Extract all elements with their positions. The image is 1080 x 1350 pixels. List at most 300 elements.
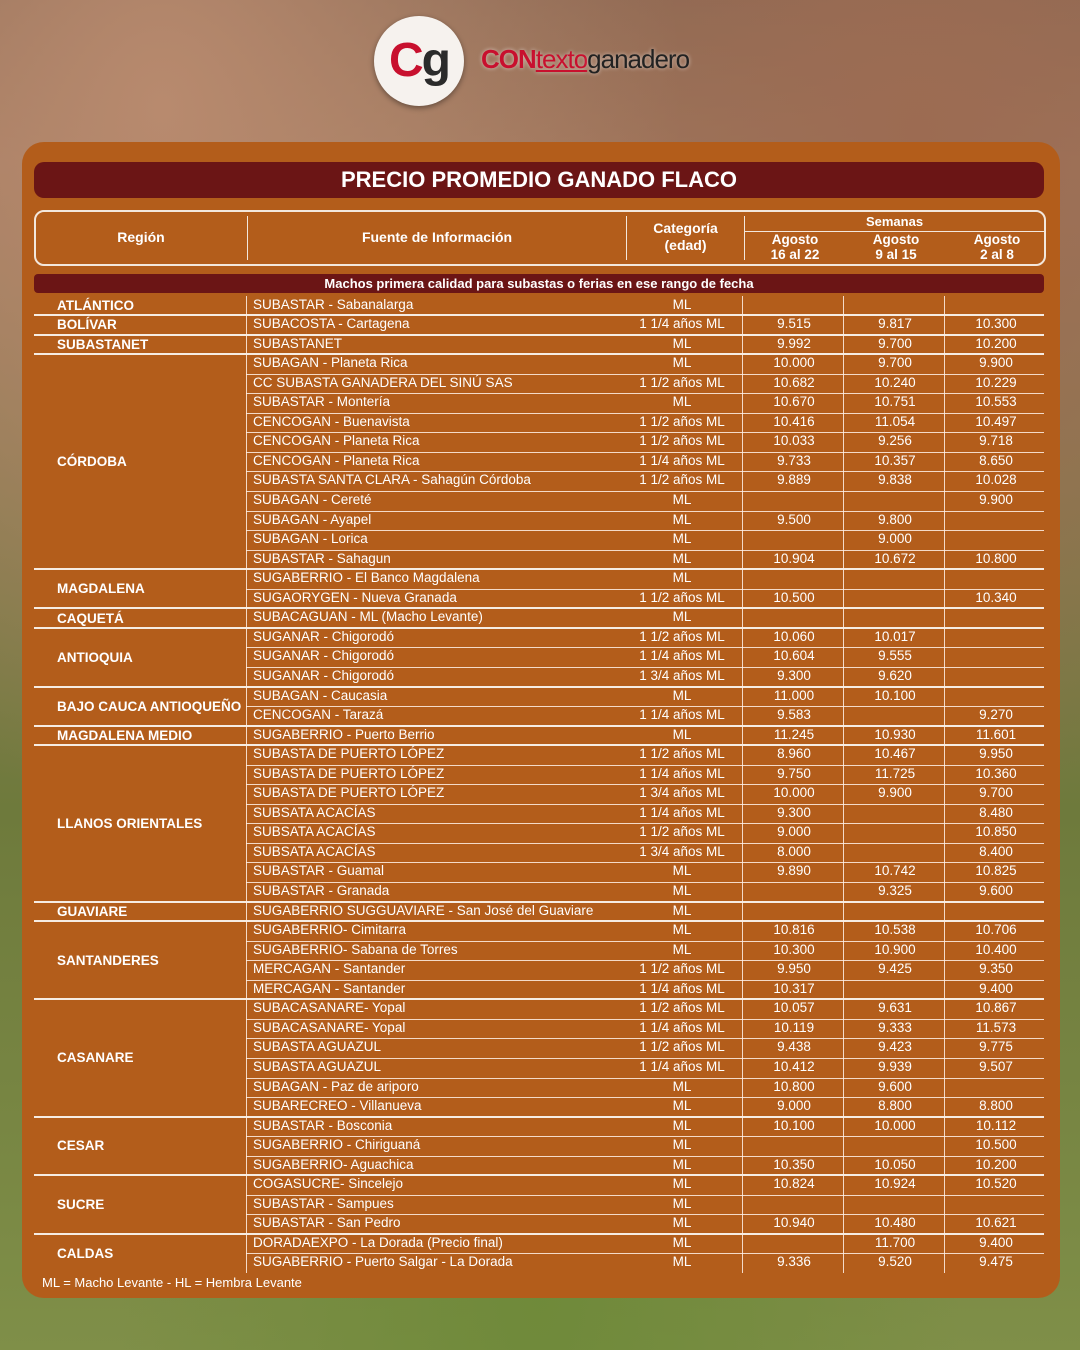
- week-1-cell: 8.960: [777, 746, 811, 762]
- table-row: [22, 452, 1060, 472]
- category-cell: ML: [672, 687, 692, 703]
- week-1-cell: 10.000: [773, 355, 815, 371]
- column-divider: [246, 296, 247, 1274]
- source-cell: SUBASTAR - Sahagun: [253, 550, 391, 566]
- week-2-cell: 8.800: [878, 1098, 912, 1114]
- week-2-cell: 10.357: [874, 452, 916, 468]
- table-row: [22, 999, 1060, 1019]
- week-3-cell: 10.706: [975, 922, 1017, 938]
- category-cell: 1 1/2 años ML: [639, 413, 725, 429]
- source-cell: SUBAGAN - Caucasia: [253, 687, 388, 703]
- table-row: [22, 1253, 1060, 1273]
- category-cell: 1 1/4 años ML: [639, 648, 725, 664]
- week-1-cell: 11.245: [773, 726, 815, 742]
- region-label: CASANARE: [57, 1050, 134, 1066]
- row-divider: [246, 941, 1044, 942]
- week-2-cell: 10.100: [874, 687, 916, 703]
- week-1-cell: 9.500: [777, 511, 811, 527]
- week-1-cell: 9.000: [777, 824, 811, 840]
- category-cell: ML: [672, 1234, 692, 1250]
- week-2-cell: 9.631: [878, 1000, 912, 1016]
- header-categoria-line1: Categoría: [653, 220, 718, 236]
- week-1-cell: 11.000: [773, 687, 815, 703]
- week-2-cell: 10.050: [874, 1156, 916, 1172]
- week-3-cell: 10.360: [975, 765, 1017, 781]
- week-1-cell: 8.000: [777, 843, 811, 859]
- table-row: [22, 1136, 1060, 1156]
- week-3-cell: 11.601: [975, 726, 1017, 742]
- table-row: [22, 1175, 1060, 1195]
- source-cell: CC SUBASTA GANADERA DEL SINÚ SAS: [253, 374, 513, 390]
- category-cell: ML: [672, 1156, 692, 1172]
- row-divider: [246, 413, 1044, 414]
- source-cell: SUBSATA ACACÍAS: [253, 804, 376, 820]
- week-1-cell: 10.670: [773, 394, 815, 410]
- row-divider: [246, 452, 1044, 453]
- table-row: [22, 1117, 1060, 1137]
- source-cell: SUBSATA ACACÍAS: [253, 824, 376, 840]
- week-3-cell: 8.800: [979, 1098, 1013, 1114]
- source-cell: SUBASTA AGUAZUL: [253, 1039, 382, 1055]
- week-1-cell: 9.515: [777, 316, 811, 332]
- region-label: CÓRDOBA: [57, 454, 127, 470]
- category-cell: 1 1/4 años ML: [639, 765, 725, 781]
- brand-logo-icon: Cg: [374, 16, 464, 106]
- region-label: CALDAS: [57, 1245, 114, 1261]
- row-divider: [246, 784, 1044, 785]
- region-label: CESAR: [57, 1138, 105, 1154]
- week-2-cell: 9.256: [878, 433, 912, 449]
- table-row: [22, 354, 1060, 374]
- table-row: [22, 530, 1060, 550]
- category-cell: 1 1/2 años ML: [639, 472, 725, 488]
- subheader-bar: Machos primera calidad para subastas o ferias en ese rango de fecha: [34, 274, 1044, 293]
- source-cell: SUBAGAN - Ayapel: [253, 511, 372, 527]
- week-2-cell: 9.838: [878, 472, 912, 488]
- week-1-cell: 9.300: [777, 667, 811, 683]
- region-label: CAQUETÁ: [57, 610, 124, 626]
- table-row: [22, 980, 1060, 1000]
- category-cell: ML: [672, 941, 692, 957]
- week-2-cell: 9.900: [878, 785, 912, 801]
- week-3-cell: 9.700: [979, 785, 1013, 801]
- source-cell: CENCOGAN - Planeta Rica: [253, 452, 420, 468]
- table-row: [22, 471, 1060, 491]
- source-cell: SUBSATA ACACÍAS: [253, 843, 376, 859]
- source-cell: SUGABERRIO- Cimitarra: [253, 922, 407, 938]
- row-divider: [246, 1136, 1044, 1137]
- week-1-cell: 10.057: [773, 1000, 815, 1016]
- week-2-cell: 9.000: [878, 531, 912, 547]
- week-3-cell: 9.600: [979, 883, 1013, 898]
- source-cell: SUBASTA SANTA CLARA - Sahagún Córdoba: [253, 472, 531, 488]
- category-cell: ML: [672, 1215, 692, 1231]
- week-2-cell: 9.600: [878, 1078, 912, 1094]
- table-row: [22, 1234, 1060, 1254]
- category-cell: 1 3/4 años ML: [639, 843, 725, 859]
- source-cell: SUBACASANARE- Yopal: [253, 1019, 406, 1035]
- source-cell: SUGANAR - Chigorodó: [253, 648, 395, 664]
- category-cell: 1 3/4 años ML: [639, 785, 725, 801]
- week-2-cell: 11.725: [874, 765, 916, 781]
- week-2-cell: 9.700: [878, 335, 912, 351]
- week-2-cell: 11.700: [874, 1234, 916, 1250]
- source-cell: SUGANAR - Chigorodó: [253, 667, 395, 683]
- week-3-cell: 9.775: [979, 1039, 1013, 1055]
- source-cell: SUGABERRIO - Chiriguaná: [253, 1137, 421, 1153]
- category-cell: ML: [672, 902, 692, 918]
- category-cell: ML: [672, 394, 692, 410]
- row-divider: [246, 1253, 1044, 1254]
- category-cell: 1 1/2 años ML: [639, 1039, 725, 1055]
- category-cell: ML: [672, 1137, 692, 1153]
- week-3-cell: 9.400: [979, 980, 1013, 996]
- week-1-cell: 10.500: [773, 589, 815, 605]
- row-divider: [246, 706, 1044, 707]
- table-row: [22, 1097, 1060, 1117]
- week-2-cell: 10.900: [874, 941, 916, 957]
- header-region: Región: [117, 229, 165, 245]
- source-cell: SUGABERRIO SUGGUAVIARE - San José del Guaviare: [253, 902, 594, 918]
- header-categoria-line2: (edad): [664, 237, 707, 253]
- week-3-cell: 10.400: [975, 941, 1017, 957]
- row-divider: [246, 1214, 1044, 1215]
- source-cell: DORADAEXPO - La Dorada (Precio final): [253, 1234, 503, 1250]
- source-cell: SUGAORYGEN - Nueva Granada: [253, 589, 457, 605]
- category-cell: ML: [672, 550, 692, 566]
- region-label: ANTIOQUIA: [57, 649, 133, 665]
- week-1-cell: 10.119: [773, 1019, 815, 1035]
- page-title: PRECIO PROMEDIO GANADO FLACO: [34, 162, 1044, 198]
- source-cell: SUGABERRIO - El Banco Magdalena: [253, 570, 480, 586]
- source-cell: MERCAGAN - Santander: [253, 980, 406, 996]
- week-2-cell: 10.000: [874, 1117, 916, 1133]
- table-row: [22, 589, 1060, 609]
- row-divider: [246, 804, 1044, 805]
- footer-note: ML = Macho Levante - HL = Hembra Levante: [42, 1275, 302, 1290]
- region-label: BOLÍVAR: [57, 317, 117, 333]
- source-cell: SUGANAR - Chigorodó: [253, 628, 395, 644]
- table-row: [22, 941, 1060, 961]
- category-cell: 1 1/4 años ML: [639, 804, 725, 820]
- table-row: [22, 1038, 1060, 1058]
- week-1-cell: 9.950: [777, 961, 811, 977]
- week-3-cell: 10.200: [975, 335, 1017, 351]
- week-1-cell: 9.336: [777, 1254, 811, 1270]
- source-cell: SUBASTAR - Bosconia: [253, 1117, 393, 1133]
- week-3-cell: 10.825: [975, 863, 1017, 879]
- week-2-cell: 10.742: [874, 863, 916, 879]
- table-row: [22, 1156, 1060, 1176]
- week-3-cell: 10.850: [975, 824, 1017, 840]
- region-label: LLANOS ORIENTALES: [57, 815, 203, 831]
- week-3-cell: 10.028: [975, 472, 1017, 488]
- table-row: [22, 432, 1060, 452]
- region-label: MAGDALENA MEDIO: [57, 727, 193, 743]
- week-3-cell: 9.950: [979, 746, 1013, 762]
- source-cell: SUBASTAR - Granada: [253, 883, 390, 898]
- category-cell: ML: [672, 922, 692, 938]
- week-1-cell: 10.416: [773, 413, 815, 429]
- week-1-cell: 10.412: [773, 1058, 815, 1074]
- row-divider: [246, 1078, 1044, 1079]
- price-table: [22, 142, 1060, 1298]
- week-2-cell: 9.620: [878, 667, 912, 683]
- table-row: [22, 921, 1060, 941]
- table-row: [22, 296, 1060, 316]
- source-cell: SUGABERRIO- Sabana de Torres: [253, 941, 458, 957]
- category-cell: ML: [672, 863, 692, 879]
- header-week-3: Agosto 2 al 8: [973, 232, 1021, 262]
- table-row: [22, 1195, 1060, 1215]
- week-2-cell: 10.467: [874, 746, 916, 762]
- category-cell: 1 1/2 años ML: [639, 961, 725, 977]
- category-cell: ML: [672, 355, 692, 371]
- header: [0, 0, 1080, 140]
- row-divider: [246, 843, 1044, 844]
- week-3-cell: 10.867: [975, 1000, 1017, 1016]
- week-1-cell: 10.060: [773, 628, 815, 644]
- week-1-cell: 10.800: [773, 1078, 815, 1094]
- week-1-cell: 10.317: [773, 980, 815, 996]
- row-divider: [246, 765, 1044, 766]
- region-label: SUCRE: [57, 1197, 105, 1213]
- table-row: [22, 1078, 1060, 1098]
- week-1-cell: 10.940: [773, 1215, 815, 1231]
- header-semanas: Semanas: [865, 214, 924, 229]
- source-cell: SUBACASANARE- Yopal: [253, 1000, 406, 1016]
- week-1-cell: 9.438: [777, 1039, 811, 1055]
- source-cell: SUBAGAN - Lorica: [253, 531, 368, 547]
- week-3-cell: 10.800: [975, 550, 1017, 566]
- week-1-cell: 10.000: [773, 785, 815, 801]
- week-1-cell: 9.890: [777, 863, 811, 879]
- week-2-cell: 10.751: [874, 394, 916, 410]
- category-cell: 1 1/2 años ML: [639, 589, 725, 605]
- week-1-cell: 10.824: [773, 1176, 815, 1192]
- week-2-cell: 10.017: [874, 628, 916, 644]
- row-divider: [246, 1097, 1044, 1098]
- week-1-cell: 9.000: [777, 1098, 811, 1114]
- category-cell: ML: [672, 531, 692, 547]
- week-3-cell: 10.500: [975, 1137, 1017, 1153]
- category-cell: 1 1/4 años ML: [639, 452, 725, 468]
- category-cell: ML: [672, 1098, 692, 1114]
- source-cell: SUBASTA DE PUERTO LÓPEZ: [253, 765, 445, 781]
- source-cell: CENCOGAN - Buenavista: [253, 413, 410, 429]
- week-2-cell: 9.520: [878, 1254, 912, 1270]
- week-1-cell: 10.904: [773, 550, 815, 566]
- week-1-cell: 9.992: [777, 335, 811, 351]
- week-3-cell: 10.229: [975, 374, 1017, 390]
- category-cell: 1 1/4 años ML: [639, 707, 725, 723]
- region-label: GUAVIARE: [57, 903, 128, 919]
- week-1-cell: 9.889: [777, 472, 811, 488]
- table-row: [22, 608, 1060, 628]
- row-divider: [246, 960, 1044, 961]
- week-3-cell: 10.497: [975, 413, 1017, 429]
- week-3-cell: 9.350: [979, 961, 1013, 977]
- week-3-cell: 9.900: [979, 355, 1013, 371]
- week-1-cell: 10.816: [773, 922, 815, 938]
- week-2-cell: 10.480: [874, 1215, 916, 1231]
- week-3-cell: 10.112: [975, 1117, 1017, 1133]
- header-week-1: Agosto 16 al 22: [770, 232, 820, 262]
- table-row: [22, 667, 1060, 687]
- table-row: [22, 511, 1060, 531]
- week-1-cell: 10.300: [773, 941, 815, 957]
- region-label: MAGDALENA: [57, 581, 145, 597]
- source-cell: SUGABERRIO - Puerto Berrio: [253, 726, 435, 742]
- table-row: [22, 902, 1060, 922]
- row-divider: [246, 667, 1044, 668]
- column-divider: [843, 296, 844, 1274]
- week-2-cell: 9.800: [878, 511, 912, 527]
- table-row: [22, 960, 1060, 980]
- category-cell: 1 1/2 años ML: [639, 824, 725, 840]
- row-divider: [246, 1195, 1044, 1196]
- week-3-cell: 10.520: [975, 1176, 1017, 1192]
- table-row: [22, 413, 1060, 433]
- source-cell: SUBASTANET: [253, 335, 343, 351]
- week-3-cell: 10.300: [975, 316, 1017, 332]
- category-cell: 1 1/4 años ML: [639, 980, 725, 996]
- category-cell: 1 1/2 años ML: [639, 433, 725, 449]
- week-2-cell: 9.333: [878, 1019, 912, 1035]
- row-divider: [246, 550, 1044, 551]
- source-cell: COGASUCRE- Sincelejo: [253, 1176, 404, 1192]
- table-row: [22, 1019, 1060, 1039]
- column-divider: [742, 296, 743, 1274]
- week-2-cell: 10.240: [874, 374, 916, 390]
- category-cell: ML: [672, 1078, 692, 1094]
- row-divider: [246, 471, 1044, 472]
- source-cell: SUBARECREO - Villanueva: [253, 1098, 422, 1114]
- table-row: [22, 550, 1060, 570]
- week-2-cell: 9.423: [878, 1039, 912, 1055]
- week-3-cell: 9.900: [979, 492, 1013, 507]
- week-2-cell: 11.054: [874, 413, 916, 429]
- source-cell: SUBASTAR - Guamal: [253, 863, 385, 879]
- week-2-cell: 9.939: [878, 1058, 912, 1074]
- category-cell: ML: [672, 609, 692, 625]
- week-2-cell: 9.817: [878, 316, 912, 332]
- brand-name: CONtextoganadero: [481, 44, 690, 74]
- region-label: SUBASTANET: [57, 336, 149, 352]
- category-cell: ML: [672, 883, 692, 898]
- table-row: [22, 1058, 1060, 1078]
- week-3-cell: 9.475: [979, 1254, 1013, 1270]
- week-1-cell: 9.583: [777, 707, 811, 723]
- source-cell: MERCAGAN - Santander: [253, 961, 406, 977]
- header-week-2: Agosto 9 al 15: [872, 232, 920, 262]
- week-2-cell: 10.538: [874, 922, 916, 938]
- table-row: [22, 569, 1060, 589]
- category-cell: ML: [672, 1254, 692, 1270]
- week-2-cell: 9.325: [878, 883, 912, 898]
- row-divider: [246, 1156, 1044, 1157]
- row-divider: [246, 882, 1044, 883]
- week-2-cell: 10.924: [874, 1176, 916, 1192]
- source-cell: SUBASTA DE PUERTO LÓPEZ: [253, 746, 445, 762]
- week-3-cell: 10.200: [975, 1156, 1017, 1172]
- region-label: BAJO CAUCA ANTIOQUEÑO: [57, 698, 242, 714]
- week-1-cell: 10.033: [773, 433, 815, 449]
- week-1-cell: 9.300: [777, 804, 811, 820]
- category-cell: ML: [672, 511, 692, 527]
- row-divider: [246, 862, 1044, 863]
- category-cell: ML: [672, 1176, 692, 1192]
- week-3-cell: 10.340: [975, 589, 1017, 605]
- source-cell: SUBAGAN - Cereté: [253, 492, 372, 507]
- week-1-cell: 10.350: [773, 1156, 815, 1172]
- table-row: [22, 647, 1060, 667]
- table-row: [22, 335, 1060, 355]
- row-divider: [246, 1058, 1044, 1059]
- source-cell: SUBAGAN - Planeta Rica: [253, 355, 408, 371]
- row-divider: [246, 1038, 1044, 1039]
- week-1-cell: 9.750: [777, 765, 811, 781]
- table-row: [22, 374, 1060, 394]
- header-fuente: Fuente de Información: [361, 229, 513, 245]
- category-cell: ML: [672, 335, 692, 351]
- source-cell: SUBASTA AGUAZUL: [253, 1058, 382, 1074]
- table-row: [22, 628, 1060, 648]
- row-divider: [246, 511, 1044, 512]
- row-divider: [246, 647, 1044, 648]
- column-divider: [944, 296, 945, 1274]
- category-cell: ML: [672, 726, 692, 742]
- category-cell: 1 1/2 años ML: [639, 374, 725, 390]
- category-cell: ML: [672, 492, 692, 507]
- category-cell: ML: [672, 1195, 692, 1211]
- category-cell: 1 3/4 años ML: [639, 667, 725, 683]
- table-row: [22, 1214, 1060, 1234]
- week-3-cell: 9.400: [979, 1234, 1013, 1250]
- category-cell: 1 1/2 años ML: [639, 628, 725, 644]
- week-2-cell: 9.555: [878, 648, 912, 664]
- source-cell: CENCOGAN - Planeta Rica: [253, 433, 420, 449]
- week-2-cell: 10.672: [874, 550, 916, 566]
- source-cell: SUGABERRIO- Aguachica: [253, 1156, 414, 1172]
- source-cell: SUBAGAN - Paz de ariporo: [253, 1078, 419, 1094]
- week-2-cell: 10.930: [874, 726, 916, 742]
- week-3-cell: 9.718: [979, 433, 1013, 449]
- category-cell: ML: [672, 1117, 692, 1133]
- week-3-cell: 8.650: [979, 452, 1013, 468]
- week-3-cell: 9.507: [979, 1058, 1013, 1074]
- table-row: [22, 491, 1060, 511]
- source-cell: SUBASTAR - San Pedro: [253, 1215, 401, 1231]
- row-divider: [246, 393, 1044, 394]
- week-3-cell: 10.553: [975, 394, 1017, 410]
- category-cell: ML: [672, 296, 692, 312]
- category-cell: 1 1/4 años ML: [639, 316, 725, 332]
- category-cell: 1 1/4 años ML: [639, 1019, 725, 1035]
- week-1-cell: 10.604: [773, 648, 815, 664]
- row-divider: [246, 1019, 1044, 1020]
- week-1-cell: 10.682: [773, 374, 815, 390]
- week-3-cell: 10.621: [975, 1215, 1017, 1231]
- source-cell: SUBACAGUAN - ML (Macho Levante): [253, 609, 483, 625]
- week-1-cell: 9.733: [777, 452, 811, 468]
- source-cell: SUBASTAR - Sampues: [253, 1195, 394, 1211]
- source-cell: SUBASTA DE PUERTO LÓPEZ: [253, 785, 445, 801]
- week-2-cell: 9.425: [878, 961, 912, 977]
- week-3-cell: 11.573: [975, 1019, 1017, 1035]
- source-cell: SUBASTAR - Montería: [253, 394, 391, 410]
- source-cell: SUGABERRIO - Puerto Salgar - La Dorada: [253, 1254, 513, 1270]
